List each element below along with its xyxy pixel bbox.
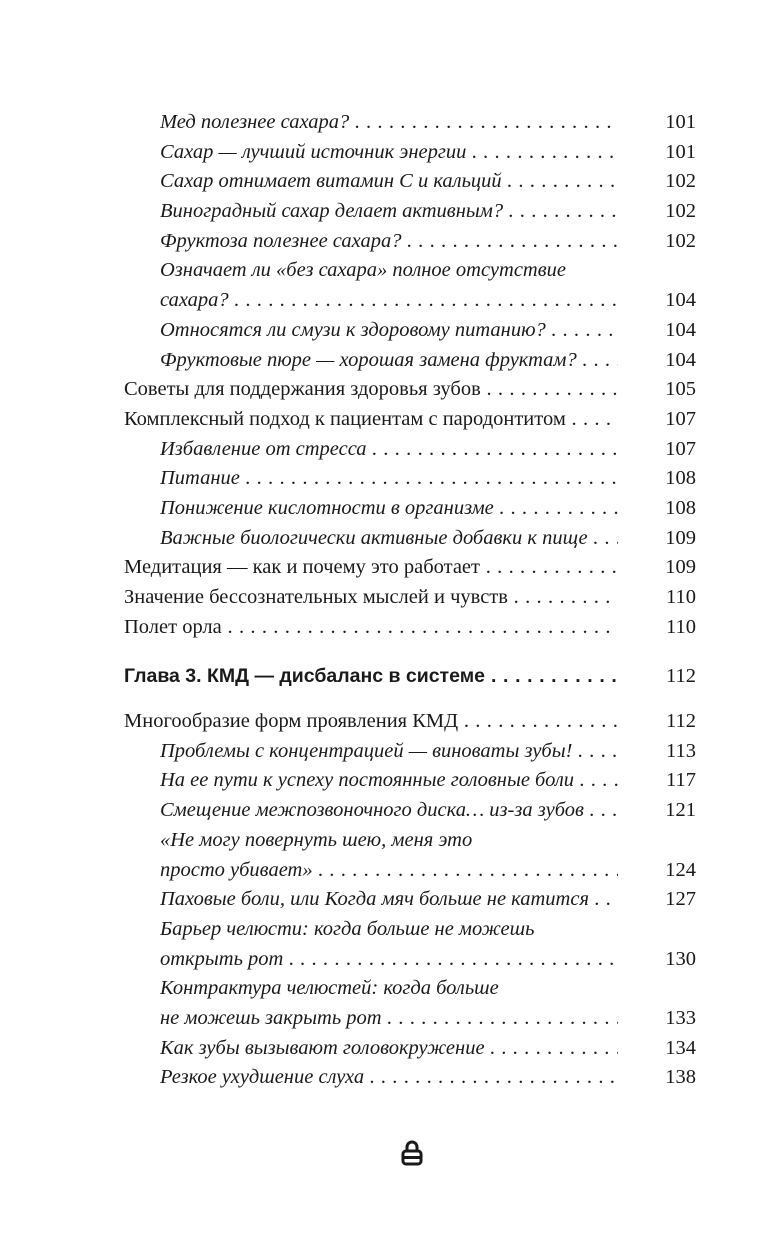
toc-entry [124, 856, 696, 886]
toc-entry [124, 1004, 696, 1034]
toc-entry-title: Питание . . . [160, 464, 618, 494]
toc-entry-page: 110 [666, 615, 696, 638]
toc-entry-title: На ее пути к успеху постоянные головные боли . . . [160, 766, 618, 796]
toc-entry [124, 796, 696, 826]
toc-entry [124, 405, 696, 435]
toc-entry-title: «Не могу повернуть шею, меня это [160, 828, 473, 851]
toc-entry [124, 826, 696, 856]
toc-entry-title: Важные биологически активные добавки к пище . . . [160, 524, 618, 554]
toc-entry-page: 105 [665, 378, 696, 401]
toc-entry [124, 707, 696, 737]
publisher-logo-icon [401, 1140, 423, 1166]
toc-entry [124, 974, 696, 1004]
toc-entry-title: Полет орла . . . [124, 613, 618, 643]
toc-entry-title: Резкое ухудшение слуха . . . [160, 1063, 618, 1093]
toc-entry-page: 104 [665, 289, 696, 312]
toc-entry-page: 107 [665, 407, 696, 430]
toc-entry [124, 286, 696, 316]
toc-entry-title: Паховые боли, или Когда мяч больше не катится . . . [160, 885, 618, 915]
toc-entry [124, 915, 696, 945]
toc-entry-title: Значение бессознательных мыслей и чувств . . . [124, 583, 618, 613]
toc-entry [124, 167, 696, 197]
toc-entry-title: сахара? . . . [160, 286, 618, 316]
toc-entry [124, 524, 696, 554]
toc-entry-page: 109 [665, 526, 696, 549]
toc-entry-page: 102 [665, 229, 696, 252]
toc-entry-page: 134 [665, 1036, 696, 1059]
toc-entry-title: Комплексный подход к пациентам с пародонтитом . . . [124, 405, 618, 435]
toc-entry-page: 127 [665, 888, 696, 911]
toc-entry-title: Означает ли «без сахара» полное отсутствие [160, 259, 566, 282]
toc-entry [124, 375, 696, 405]
toc-entry [124, 464, 696, 494]
toc-entry-page: 102 [665, 170, 696, 193]
toc-entry [124, 138, 696, 168]
toc-entry-title: открыть рот . . . [160, 945, 618, 975]
toc-entry [124, 435, 696, 465]
toc-entry-title: Медитация — как и почему это работает . . . [124, 553, 618, 583]
toc-entry-title: Как зубы вызывают головокружение . . . [160, 1034, 618, 1064]
toc-entry-title: Сахар — лучший источник энергии . . . [160, 138, 618, 168]
toc-entry-page: 117 [666, 769, 696, 792]
toc-entry-page: 112 [666, 665, 696, 688]
toc-entry [124, 737, 696, 767]
toc-entry-page: 124 [665, 858, 696, 881]
toc-entry [124, 885, 696, 915]
toc-entry-title: Относятся ли смузи к здоровому питанию? . . . [160, 316, 618, 346]
toc-entry-title: Многообразие форм проявления КМД . . . [124, 707, 618, 737]
toc-entry [124, 1063, 696, 1093]
toc-entry-page: 108 [665, 496, 696, 519]
toc-entry-page: 133 [665, 1006, 696, 1029]
toc-entry-page: 101 [665, 111, 696, 133]
toc-entry-page: 138 [665, 1066, 696, 1089]
toc-entry-title: Смещение межпозвоночного диска… из-за зубов . . . [160, 796, 618, 826]
toc-entry [124, 197, 696, 227]
toc-entry-title: Фруктовые пюре — хорошая замена фруктам? . . . [160, 346, 618, 376]
toc-entry-title: Контрактура челюстей: когда больше [160, 977, 499, 1000]
toc-entry-title: Виноградный сахар делает активным? . . . [160, 197, 618, 227]
toc-entry-title: просто убивает» . . . [160, 856, 618, 886]
toc-entry [124, 613, 696, 643]
toc-entry-page: 102 [665, 200, 696, 223]
toc-entry [124, 108, 696, 138]
toc-entry-page: 107 [665, 437, 696, 460]
toc-entry-title: Мед полезнее сахара? . . . [160, 108, 618, 138]
toc-entry [124, 662, 696, 692]
toc-entry-page: 112 [666, 710, 696, 733]
toc-entry-title: Понижение кислотности в организме . . . [160, 494, 618, 524]
toc-entry-page: 130 [665, 947, 696, 970]
toc-entry [124, 346, 696, 376]
toc-entry [124, 583, 696, 613]
toc-entry [124, 553, 696, 583]
toc-entry-page: 113 [666, 739, 696, 762]
toc-entry-page: 104 [665, 348, 696, 371]
toc-entry-page: 110 [666, 586, 696, 608]
toc-entry-title: Проблемы с концентрацией — виноваты зубы! . . . [160, 737, 618, 767]
toc-entry [124, 256, 696, 286]
toc-entry-title: Барьер челюсти: когда больше не можешь [160, 917, 535, 940]
toc-entry-page: 104 [665, 318, 696, 341]
toc-entry-title: Сахар отнимает витамин С и кальций . . . [160, 167, 618, 197]
toc-entry [124, 316, 696, 346]
toc-entry-title: Избавление от стресса . . . [160, 435, 618, 465]
toc-entry-page: 101 [665, 140, 696, 163]
toc-entry-title: Советы для поддержания здоровья зубов . . . [124, 375, 618, 405]
toc-entry-title: не можешь закрыть рот . . . [160, 1004, 618, 1034]
toc-entry [124, 766, 696, 796]
toc-entry-page: 109 [665, 556, 696, 579]
toc-entry [124, 1034, 696, 1064]
table-of-contents [124, 108, 696, 1093]
toc-entry-title: Фруктоза полезнее сахара? . . . [160, 227, 618, 257]
toc-entry [124, 227, 696, 257]
toc-entry [124, 945, 696, 975]
toc-entry-page: 108 [665, 467, 696, 490]
toc-entry [124, 494, 696, 524]
toc-entry-page: 121 [665, 799, 696, 822]
toc-entry-title: Глава 3. КМД — дисбаланс в системе . . . [124, 662, 618, 692]
